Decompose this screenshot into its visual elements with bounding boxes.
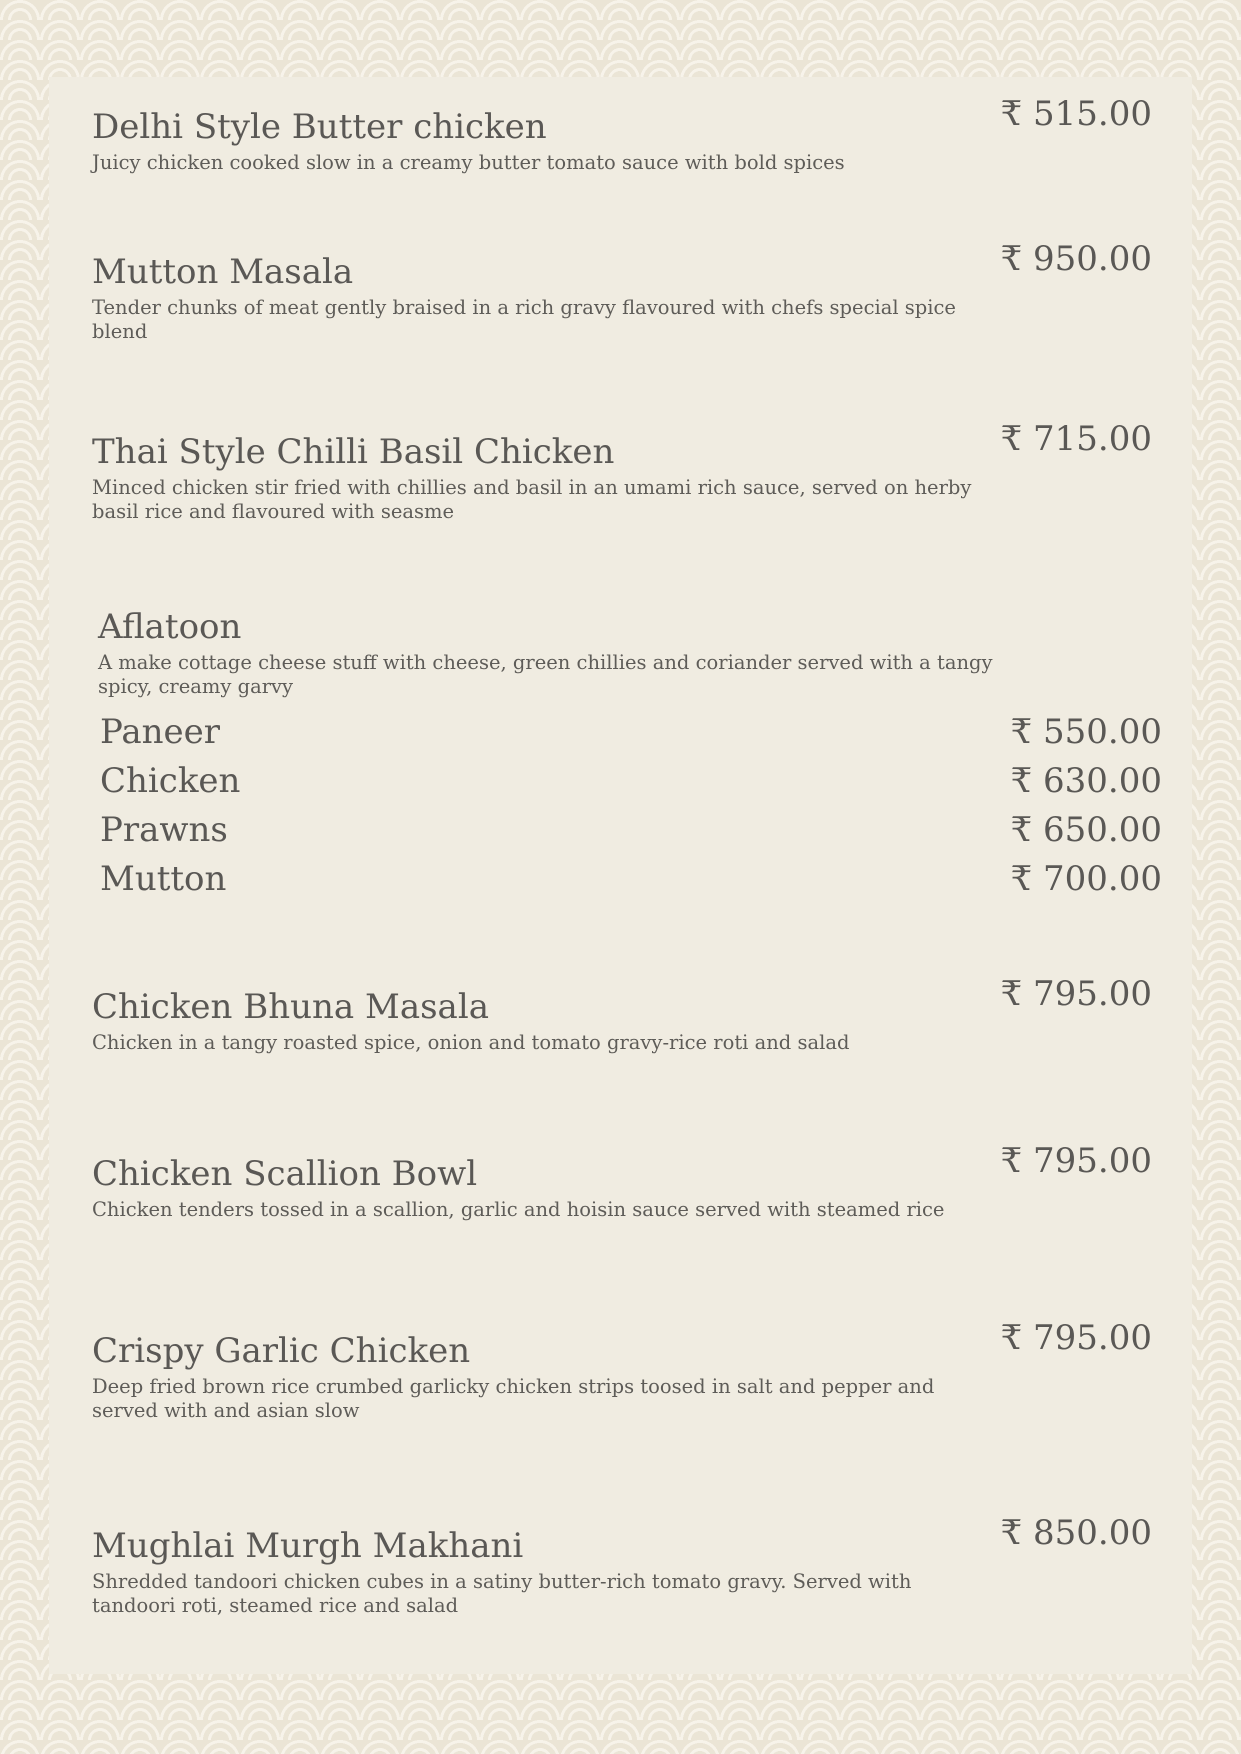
item-description: Chicken tenders tossed in a scallion, garlic and hoisin sauce served with steamed rice [92,1198,945,1221]
item-description: Juicy chicken cooked slow in a creamy butter tomato sauce with bold spices [92,151,845,174]
variant-name: Mutton [100,859,227,899]
item-name: Crispy Garlic Chicken [92,1331,471,1371]
item-price: ₹ 795.00 [1000,974,1152,1014]
variant-row [98,810,1162,854]
item-price: ₹ 795.00 [1000,1141,1152,1181]
item-description: Minced chicken stir fried with chillies and basil in an umami rich sauce, served on herby basil rice and flavoured with seasme [92,476,972,523]
menu-panel [49,77,1192,1674]
variant-name: Prawns [100,810,228,850]
item-price: ₹ 515.00 [1000,94,1152,134]
variant-row [98,859,1162,903]
item-description: Shredded tandoori chicken cubes in a satiny butter-rich tomato gravy. Served with tandoori roti, steamed rice and salad [92,1570,912,1617]
variant-price: ₹ 630.00 [1010,761,1162,801]
item-description: Chicken in a tangy roasted spice, onion and tomato gravy-rice roti and salad [92,1031,850,1054]
variant-price: ₹ 700.00 [1010,859,1162,899]
variant-row [98,761,1162,805]
variant-name: Paneer [100,712,221,752]
variant-price: ₹ 550.00 [1010,712,1162,752]
item-name: Chicken Bhuna Masala [92,987,489,1027]
item-price: ₹ 795.00 [1000,1318,1152,1358]
item-price: ₹ 950.00 [1000,239,1152,279]
item-description: A make cottage cheese stuff with cheese, green chillies and coriander served with a tangy spicy, creamy garvy [98,651,993,698]
variant-name: Chicken [100,761,241,801]
item-price: ₹ 715.00 [1000,419,1152,459]
item-name: Chicken Scallion Bowl [92,1154,478,1194]
item-name: Mughlai Murgh Makhani [92,1526,524,1566]
item-name: Thai Style Chilli Basil Chicken [92,432,615,472]
variant-price: ₹ 650.00 [1010,810,1162,850]
item-name: Mutton Masala [92,252,354,292]
item-price: ₹ 850.00 [1000,1513,1152,1553]
item-name: Aflatoon [98,607,242,647]
variant-row [98,712,1162,756]
item-description: Tender chunks of meat gently braised in a rich gravy flavoured with chefs special spice blend [92,296,956,343]
item-name: Delhi Style Butter chicken [92,107,547,147]
item-description: Deep fried brown rice crumbed garlicky chicken strips toosed in salt and pepper and served with and asian slow [92,1375,935,1422]
